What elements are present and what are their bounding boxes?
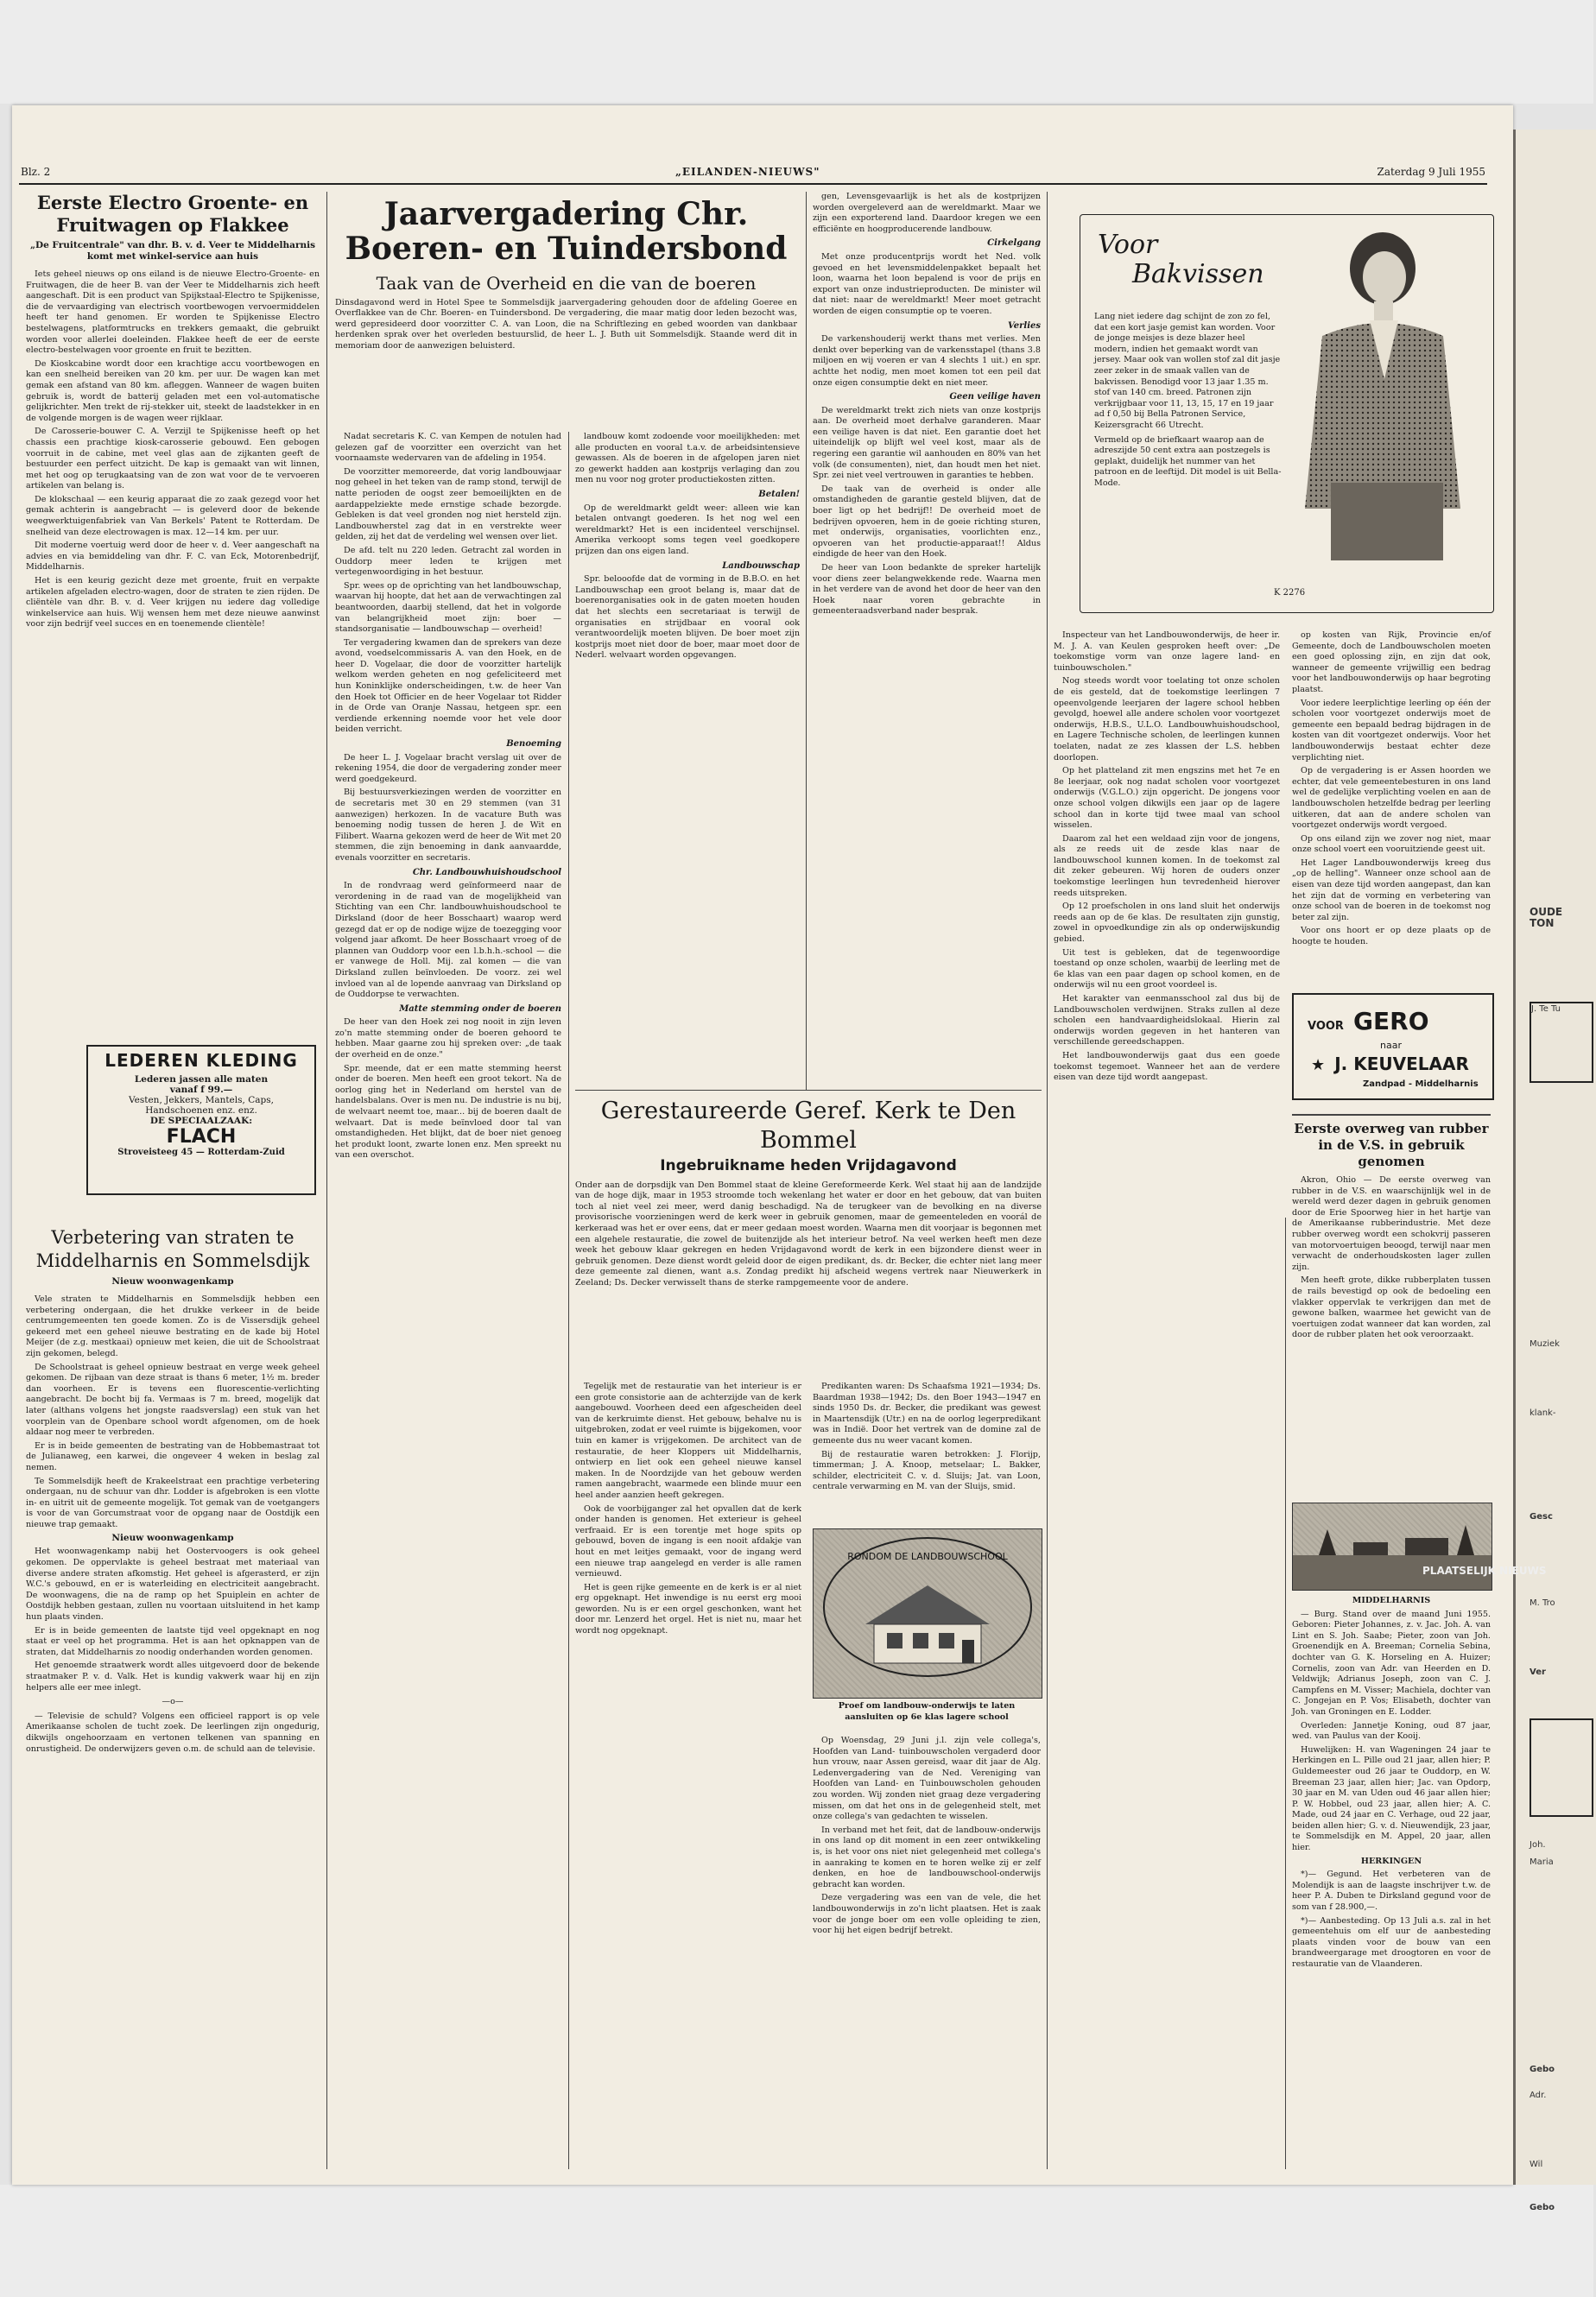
school-building-icon	[814, 1529, 1042, 1698]
star-icon: ★	[1311, 1056, 1326, 1074]
bakvissen-box	[1080, 214, 1494, 613]
ad-name: J. KEUVELAAR	[1334, 1054, 1469, 1074]
article-paragraph: Ook de voorbijganger zal het opvallen dat de kerk onder handen is genomen. Het exterieur is geheel verfraaid. Er is een torentje met hoge spits op gebouwd, boven de ingang is een nooit afdakje van hout en met leitjes gemaakt, voor de ingang werd een nieuwe trap aangelegd en verder is alle ramen vernieuwd.	[575, 1503, 801, 1579]
edge-fragment: Maria	[1530, 1857, 1554, 1867]
news-paragraph: — Burg. Stand over de maand Juni 1955. Geboren: Pieter Johannes, z. v. Jac. Joh. A. van Lint en S. Joh. Saabe; Pieter, zoon van Joh. Groenendijk en A. Breeman; Cornelia Sebina, dochter van G. K. Horseling en A. Huizer; Cornelis, zoon van Adr. van Heerden en D. Veldwijk; Adrianus Joseph, zoon van C. J. Campfens en M. Visser; Machiela, dochter van C. Jongejan en P. Vos; Elisabeth, dochter van Joh. van Groningen en E. Lodder.	[1292, 1609, 1491, 1717]
article-paragraph: Uit test is gebleken, dat de tegenwoordige toestand op onze scholen, waarbij de leerling met de 6e klas van een paar dagen op school komen, en de onderwijs wil nu een groot voordeel is.	[1054, 947, 1280, 990]
column-rule	[326, 192, 327, 2169]
column-6	[1292, 630, 1491, 951]
kerk-header	[575, 1097, 1042, 1292]
ad-address: Stroveisteeg 45 — Rotterdam-Zuid	[117, 1148, 285, 1157]
edge-ad-box	[1530, 1718, 1593, 1817]
svg-text:PLAATSELIJK NIEUWS: PLAATSELIJK NIEUWS	[1422, 1565, 1547, 1577]
section-subhead: Geen veilige haven	[949, 392, 1041, 402]
article-paragraph: Spr. meende, dat er een matte stemming heerst onder de boeren. Men heeft een groot tekort. Na de oorlog ging het in Nederland om herstel van de handelsbalans. Over is men nu. De industrie is nu bij, de welvaart neemt toe, maar... bij de boeren daalt de welvaart. Dat is mede beïnvloed door tal van omstandigheden. Het blijkt, dat de boer niet genoeg het produkt loont, zwarte lonen enz. Men spreekt nu van een overschot.	[335, 1063, 561, 1161]
edge-fragment: Muziek	[1530, 1339, 1560, 1349]
section-rule	[575, 1090, 1042, 1091]
electro-headline: Eerste Electro Groente- en Fruitwagen op Flakkee	[36, 192, 309, 236]
onderwijs-article	[813, 1736, 1041, 1939]
middelharnis-news	[1292, 1596, 1491, 1973]
verbetering-article	[26, 1226, 320, 1757]
masthead	[19, 164, 1487, 185]
column-1	[26, 192, 320, 633]
bakvissen-paragraph: Vermeld op de briefkaart waarop aan de adreszijde 50 cent extra aan postzegels is geplakt, duidelijk het nummer van het patroon en de leeftijd. Dit model is uit Bella-Mode.	[1094, 434, 1282, 488]
issue-date: Zaterdag 9 Juli 1955	[1377, 166, 1485, 178]
edge-fragment: Adr.	[1530, 2091, 1547, 2100]
girl-blazer-illustration-icon	[1288, 224, 1485, 586]
article-paragraph: gen, Levensgevaarlijk is het als de kostprijzen worden overgeleverd aan de wereldmarkt. Maar we zijn een exporterend land. Daardoor kregen we een efficiënte en hoogproducerende landbouw.	[813, 192, 1041, 234]
gero-ad	[1292, 993, 1494, 1100]
news-paragraph: *)— Gegund. Het verbeteren van de Molendijk is aan de laagste inschrijver t.w. de heer P. A. Duben te Dirksland gegund voor de som van f 28.900,—.	[1292, 1870, 1491, 1913]
article-paragraph: Bij bestuursverkiezingen werden de voorzitter en de secretaris met 30 en 29 stemmen (van 31 aanwezigen) herkozen. In de vacature Buth was benoeming nodig tussen de heren J. de Wit en Filibert. Waarna gekozen werd de heer de Wit met 20 stemmen, die zijn benoeming in dank aanvaardde, evenals voorzitter en secretaris.	[335, 788, 561, 863]
article-paragraph: Op de vergadering is er Assen hoorden we echter, dat vele gemeentebesturen in ons land wel de gedelijke verplichting voelen en aan de landbouwscholen hetzelfde bedrag per leerling uitkeren, dat aan de andere scholen van voortgezet onderwijs wordt vergoed.	[1292, 766, 1491, 831]
scan-background-bottom	[0, 2185, 1593, 2297]
article-paragraph: Men heeft grote, dikke rubberplaten tussen de rails bevestigd op ook de bedoeling een vlakker oppervlak te verkrijgen dan met de gewone balken, waarmee het gewicht van de voertuigen zodat wanneer dat kan worden, zal door de rubber platen het ook veroorzaakt.	[1292, 1275, 1491, 1340]
ad-line: Vesten, Jekkers, Mantels, Caps,	[129, 1095, 274, 1105]
article-paragraph: De klokschaal — een keurig apparaat die zo zaak gezegd voor het gemak achterin is aangebracht — is geleverd door de bekende weegwerktuigenfabriek van Van Berkels' Patent te Rotterdam. De snelheid van deze electrowagen is max. 12—14 km. per uur.	[26, 494, 320, 537]
adjacent-page-edge	[1513, 130, 1596, 2212]
kerk-column-b	[813, 1382, 1041, 1496]
kerk-column-a	[575, 1382, 801, 1640]
jaarvergadering-subheadline: Taak van de Overheid en die van de boeren	[376, 273, 757, 294]
article-paragraph: Bij de restauratie waren betrokken: J. Florijp, timmerman; J. A. Knoop, metselaar; L. Bakker, schilder, electriciteit C. v. d. Sluijs; Jat. van Loon, centrale verwarming en M. van der Sluijs, smid.	[813, 1449, 1041, 1492]
article-paragraph: De Carosserie-bouwer C. A. Verzijl te Spijkenisse heeft op het chassis een prachtige kiosk-carosserie gebouwd. Een gebogen voorruit in de cabine, met veel glas aan de zijkanten geeft de bestuurder een perfect uitzicht. De kap is gemaakt van wit linnen, met het oog op terugkaatsing van de zon wat voor de te vervoeren artikelen van belang is.	[26, 427, 320, 491]
edge-fragment: Wil	[1530, 2160, 1543, 2169]
article-paragraph: De wereldmarkt trekt zich niets van onze kostprijs aan. De overheid moet derhalve garanderen. Maar een veilige haven is dat niet. Een garantie doet het uiteindelijk op blijft wel veel kost, maar als de regering een garantie wil aanhouden en 80% van het volk (de consumenten), niet, dan houdt men het niet. Spr. zei niet veel vertrouwen in garanties te hebben.	[813, 405, 1041, 481]
article-paragraph: Op 12 proefscholen in ons land sluit het onderwijs reeds aan op de 6e klas. De resultaten zijn gunstig, zowel in opvoedkundige zin als op onderwijskundig gebied.	[1054, 902, 1280, 945]
ad-line: Handschoenen enz. enz.	[145, 1105, 257, 1116]
jaarvergadering-header	[335, 192, 797, 355]
article-paragraph: — Televisie de schuld? Volgens een officieel rapport is op vele Amerikaanse scholen de tucht zoek. De leerlingen zijn ongedurig, dikwijls ongehoorzaam en vertonen telkenen van spanning en onrustigheid. De onderwijzers geven o.m. de schuld aan de televisie.	[26, 1711, 320, 1754]
column-5	[1054, 630, 1280, 1086]
article-paragraph: De Kioskcabine wordt door een krachtige accu voortbewogen en kan een snelheid bereiken van 20 km. per uur. De wagen kan met gemak een afstand van 80 km. afleggen. Wanneer de wagen buiten gebruik is, wordt de batterij geladen met een vol-automatische gelijkrichter. Men trekt de rij-stekker uit, steekt de laadstekker in en de volgende morgen is de wagen weer rijklaar.	[26, 358, 320, 423]
caption-line: Proef om landbouw-onderwijs te laten	[838, 1701, 1016, 1711]
pattern-code: K 2276	[1274, 588, 1306, 598]
article-paragraph: Op Woensdag, 29 Juni j.l. zijn vele collega's, Hoofden van Land- tuinbouwscholen vergaderd door hun vrouw, naar Assen gereisd, waar dit jaar de Alg. Ledenvergadering van de Ned. Vereniging van Hoofden van Land- en Tuinbouwscholen gehouden zou worden. Wij zonden niet graag deze vergadering missen, om dat het ons in de gelegenheid stelt, met onze collega's van gedachten te wisselen.	[813, 1736, 1041, 1822]
ad-brand: FLACH	[166, 1126, 237, 1148]
jaarvergadering-headline: Jaarvergadering Chr. Boeren- en Tuindersbond	[345, 196, 788, 267]
article-paragraph: De heer van den Hoek zei nog nooit in zijn leven zo'n matte stemming onder de boeren gehoord te hebben. Maar gaarne zou hij spreken over: „de taak der overheid en de onze."	[335, 1017, 561, 1060]
article-paragraph: Dit moderne voertuig werd door de heer v. d. Veer aangeschaft na advies en via bemiddeling van dhr. F. C. van Eck, Motorenbedrijf, Middelharnis.	[26, 541, 320, 573]
newspaper-name: „EILANDEN-NIEUWS"	[675, 166, 820, 178]
edge-fragment: Ver	[1530, 1667, 1546, 1677]
article-intro: Dinsdagavond werd in Hotel Spee te Sommelsdijk jaarvergadering gehouden door de afdeling Goeree en Overflakkee van de Chr. Boeren- en Tuindersbond. De vergadering, die maar matig door leden bezocht was, werd gepresideerd door voorzitter C. A. van Loon, die na Schriftlezing en gebed woorden van dankbaar herdenken sprak over het overleden bestuurslid, de heer L. J. Buth uit Sommelsdijk. Staande werd dit in memoriam door de aanwezigen beluisterd.	[335, 297, 797, 351]
section-subhead: Benoeming	[506, 739, 561, 750]
column-rule	[1047, 192, 1048, 2169]
article-paragraph: In de rondvraag werd geïnformeerd naar de verordening in de raad van de mogelijkheid van Stichting van een Chr. landbouwhuishoudschool te Dirksland (door de heer Bosschaart) waarop werd gezegd dat er op de nodige wijze de toezegging voor volgend jaar afkomt. De heer Bosschaart vroeg of de plannen van Ouddorp voor een l.b.h.h.-school — die er vanwege de Holl. Mij. zal komen — die van Dirksland zullen beïnvloeden. De voorz. zei wel invloed van al de lopende aanvraag van Dirksland op de Ouddorpse te verwachten.	[335, 881, 561, 1000]
article-paragraph: Deze vergadering was een van de vele, die het landbouwonderwijs in zo'n licht plaatsen. Het is zaak voor de jonge boer om een volle opleiding te zien, voor hij het eigen bedrijf betrekt.	[813, 1893, 1041, 1936]
article-intro: Onder aan de dorpsdijk van Den Bommel staat de kleine Gereformeerde Kerk. Wel staat hij aan de landzijde van de hoge dijk, maar in 1953 stroomde toch wekenlang het water er door en het gebouw, dat van buiten toch al niet veel zei meer, werd danig beschadigd. Na de terugkeer van de bevolking en na diverse provisorische voorzieningen werd de kerk weer in gebruik genomen, maar de gemeenteleden en voorál de kerkeraad was het er over eens, dat er meer gedaan moest worden. Waarna men dit voorjaar is begonnen met een algehele restauratie, die zowel de buitenzijde als het interieur betrof. Na veel werken heeft men deze week het gebouw klaar gekregen en heden Vrijdagavond wordt de kerk in een bijzondere dienst weer in gebruik genomen. Deze dienst wordt geleid door de eigen predikant, ds. dr. Becker, die echter niet lang meer deze gemeente zal dienen, want a.s. Zondag predikt hij afscheid wegens vertrek naar Nieuwerkerk in Zeeland; Ds. Decker verwisselt thans de sterke rampgemeente voor de andere.	[575, 1180, 1042, 1288]
section-subhead: Nieuw woonwagenkamp	[111, 1533, 234, 1544]
article-paragraph: Voor ons hoort er op deze plaats op de hoogte te houden.	[1292, 926, 1491, 947]
article-paragraph: Met onze producentprijs wordt het Ned. volk gevoed en het levensmiddelenpakket bepaalt het loon, waarna het loon bepalend is voor de prijs en export van onze industrieproducten. De minister wil dat niet: naar de wereldmarkt! Meer moet getracht worden de eigen consumptie op te voeren.	[813, 251, 1041, 316]
bakvissen-title-line: Voor	[1098, 230, 1158, 260]
article-paragraph: Voor iedere leerplichtige leerling op één der scholen voor voortgezet onderwijs moet de gemeente een bepaald bedrag bijdragen in de kosten van dit voortgezet onderwijs. Voor het landbouwonderwijs bestaat echter deze verplichting niet.	[1292, 698, 1491, 763]
ad-line: Lederen jassen alle maten	[134, 1074, 269, 1085]
column-rule	[568, 432, 569, 2169]
ad-address: Zandpad - Middelharnis	[1363, 1079, 1479, 1089]
section-rule	[1292, 1114, 1491, 1116]
caption-line: aansluiten op 6e klas lagere school	[845, 1712, 1009, 1722]
article-paragraph: Iets geheel nieuws op ons eiland is de nieuwe Electro-Groente- en Fruitwagen, die de heer B. van der Veer te Middelharnis zich heeft aangeschaft. Dit is een product van Spijkstaal-Electro te Spijkenisse, die de vervaardiging van electrisch voortbewogen vervoermiddelen heeft ter hand genomen. Er worden te Spijkenisse Electro bestelwagens, platformtrucks en trekkers gemaakt, die gebruikt worden voor allerlei doeleinden. Flakkee heeft de eer de eerste electro-bestelwagen voor groente en fruit te bezitten.	[26, 269, 320, 356]
article-paragraph: De voorzitter memoreerde, dat vorig landbouwjaar nog geheel in het teken van de ramp stond, terwijl de natte perioden de oogst zeer bemoeilijkten en de aardappelziekte mede ernstige schade bezorgde. Gebleken is dat veel gronden nog niet hersteld zijn. Landbouwherstel zag dat in en verstrekte weer gelden, zij het dat de verdeling wel wensen over liet.	[335, 466, 561, 542]
gero-row	[1308, 1007, 1429, 1035]
section-subhead: Landbouwschap	[722, 560, 800, 571]
edge-fragment: Gebo	[1530, 2065, 1555, 2074]
article-paragraph: Er is in beide gemeenten de laatste tijd veel opgeknapt en nog staat er veel op het programma. Het is aan het opknappen van de straten, dat Middelharnis zo noodig onderhanden worden genomen.	[26, 1625, 320, 1657]
verbetering-headline: Verbetering van straten te Middelharnis en Sommelsdijk	[35, 1227, 310, 1271]
article-paragraph: Inspecteur van het Landbouwonderwijs, de heer ir. M. J. A. van Keulen gesproken heeft over: „De toekomstige vorm van onze lagere land- en tuinbouwscholen."	[1054, 630, 1280, 673]
edge-fragment: Gebo	[1530, 2203, 1555, 2212]
article-paragraph: Akron, Ohio — De eerste overweg van rubber in de V.S. en waarschijnlijk wel in de wereld werd dezer dagen in gebruik genomen door de Erie Spoorweg hier in het hartje van de Amerikaanse rubberindustrie. Met deze rubber overweg wordt een schokvrij passeren van motorvoertuigen beoogd, terwijl naar men verwacht de onderhoudskosten lager zullen zijn.	[1292, 1175, 1491, 1272]
article-paragraph: Tegelijk met de restauratie van het interieur is er een grote consistorie aan de achterzijde van de kerk aangebouwd. Voorheen deed een afgescheiden deel van de kerkruimte dienst. Het gebouw, behalve nu is uitgebroken, zodat er veel ruimte is bijgekomen, voor tuin en kamer is vrijgekomen. De architect van de restauratie, de heer Kloppers uit Middelharnis, ontwierp en liet ook een geheel nieuwe kansel maken. In de Noordzijde van het gebouw werden ramen aangebracht, waarmede een blinde muur een heel ander aanzien heeft gekregen.	[575, 1382, 801, 1500]
article-paragraph: De varkenshouderij werkt thans met verlies. Men denkt over beperking van de varkensstapel (thans 3.8 miljoen en wij voeren er van 4 slechts 1 uit.) en spr. achtte het nodig, men moet komen tot een peil dat onze eigen consumptie dekt en niet meer.	[813, 334, 1041, 388]
section-subhead: Chr. Landbouwhuishoudschool	[412, 867, 561, 877]
ad-line: vanaf f 99.—	[169, 1085, 233, 1095]
article-paragraph: Het genoemde straatwerk wordt alles uitgevoerd door de bekende straatmaker P. v. d. Valk. Het is kundig vakwerk waar hij en zijn helpers alle eer mee inlegt.	[26, 1661, 320, 1693]
article-paragraph: De heer van Loon bedankte de spreker hartelijk voor diens zeer belangwekkende rede. Waarna men in het verdere van de avond het door de heer van den Hoek naar voren gebrachte in gemeenteraadsverband nader besprak.	[813, 563, 1041, 617]
article-paragraph: De heer L. J. Vogelaar bracht verslag uit over de rekening 1954, die door de vergadering zonder meer werd goedgekeurd.	[335, 752, 561, 784]
column-rule	[1285, 1218, 1286, 2169]
section-subhead: Betalen!	[758, 489, 800, 499]
column-4	[813, 192, 1041, 620]
landbouwschool-photo	[813, 1528, 1042, 1699]
article-paragraph: Er is in beide gemeenten de bestrating van de Hobbemastraat tot de Julianaweg, een karwei, die ongeveer 4 weken in beslag zal nemen.	[26, 1440, 320, 1472]
ad-line: DE SPECIAALZAAK:	[149, 1116, 253, 1126]
article-paragraph: Het is een keurig gezicht deze met groente, fruit en verpakte artikelen afgeladen electro-wagen, door de straten te zien rijden. De cliëntèle van dhr. B. v. d. Veer krijgen nu iedere dag volledige winkelservice aan huis. Wij wensen hem met deze nieuwe aanwinst voor zijn bedrijf veel succes en en toenemende clientèle!	[26, 576, 320, 630]
rubber-headline: Eerste overweg van rubber in de V.S. in gebruik genomen	[1294, 1121, 1489, 1169]
article-paragraph: Het landbouwonderwijs gaat dus een goede toekomst tegemoet. Wanneer het aan de verdere eisen van deze tijd wordt aangepast.	[1054, 1050, 1280, 1083]
separator: —o—	[162, 1697, 184, 1707]
ad-title: LEDEREN KLEDING	[104, 1050, 298, 1071]
edge-fragment: klank-	[1530, 1408, 1556, 1418]
article-paragraph: Nadat secretaris K. C. van Kempen de notulen had gelezen gaf de voorzitter een overzicht van het voornaamste wedervaren van de afdeling in 1954.	[335, 432, 561, 464]
column-3	[575, 432, 800, 664]
page-number: Blz. 2	[21, 166, 51, 178]
article-paragraph: Het is geen rijke gemeente en de kerk is er al niet erg opgeknapt. Het inwendige is nu eerst erg mooi geworden. Nu is er een orgel geschonken, want het door mr. Lenzerd het orgel. Het is niet nu, maar het wordt nog opgeknapt.	[575, 1582, 801, 1636]
article-paragraph: Nog steeds wordt voor toelating tot onze scholen de eis gesteld, dat de toekomstige leerlingen 7 opeenvolgende leerjaren der lagere school hebben gevolgd, hoewel alle andere scholen voor voortgezet onderwijs, H.B.S., U.L.O. Landbouwhuishoudschool, en Lagere Technische scholen, de leerlingen kunnen toelaten, nadat ze zes klassen der L.S. hebben doorlopen.	[1054, 676, 1280, 763]
edge-fragment: OUDE TON	[1530, 906, 1563, 929]
article-paragraph: Ter vergadering kwamen dan de sprekers van deze avond, voedselcommissaris A. van den Hoek, en de heer D. Vogelaar, die door de voorzitter hartelijk welkom werden geheten en nog gefeliciteerd met hun Koninklijke onderscheidingen, t.w. de heer Van den Hoek tot Officier en de heer Vogelaar tot Ridder in de Orde van Oranje Nassau, hetgeen spr. een verdiende erkenning noemde voor het vele door beiden verricht.	[335, 637, 561, 735]
edge-fragment: J. Te Tu	[1531, 1004, 1561, 1014]
article-paragraph: Het karakter van eenmansschool zal dus bij de Landbouwscholen verdwijnen. Straks zullen al deze scholen een handvaardigheidslokaal. Hierin zal onderwijs worden gegeven in het hanteren van verschillende gereedschappen.	[1054, 994, 1280, 1047]
bakvissen-paragraph: Lang niet iedere dag schijnt de zon zo fel, dat een kort jasje gemist kan worden. Voor de jonge meisjes is deze blazer heel modern, indien het gemaakt wordt van jersey. Maar ook van wollen stof zal dit jasje zeer zeker in de smaak vallen van de bakvissen. Benodigd voor 13 jaar 1.35 m. stof van 140 cm. breed. Patronen zijn verkrijgbaar voor 11, 13, 15, 17 en 19 jaar ad f 0,50 bij Bella Patronen Service, Keizersgracht 66 Utrecht.	[1094, 312, 1281, 430]
column-2	[335, 432, 561, 1164]
bakvissen-title	[1098, 231, 1264, 289]
bakvissen-title-line: Bakvissen	[1132, 259, 1264, 289]
article-paragraph: Op de wereldmarkt geldt weer: alleen wie kan betalen ontvangt goederen. Is het nog wel een wereldmarkt? Het is een incidenteel verschijnsel. Amerika verkoopt soms tegen veel goedkopere prijzen dan ons eigen land.	[575, 503, 800, 556]
article-paragraph: Predikanten waren: Ds Schaafsma 1921—1934; Ds. Baardman 1938—1942; Ds. den Boer 1943—1947 en sinds 1950 Ds. dr. Becker, die predikant was gewest in Maartensdijk (Utr.) en na de oorlog legerpredikant was in Indië. Door het vertrek van de domine zal de gemeente dus nu weer vacant komen.	[813, 1382, 1041, 1446]
town-caption: MIDDELHARNIS	[1352, 1596, 1431, 1605]
kerk-subheadline: Ingebruikname heden Vrijdagavond	[660, 1157, 957, 1174]
bakvissen-text	[1094, 312, 1282, 490]
gero-name-row	[1311, 1054, 1469, 1074]
article-paragraph: De afd. telt nu 220 leden. Getracht zal worden in Ouddorp meer leden te krijgen met vertegenwoordiging in het bestuur.	[335, 545, 561, 578]
ad-brand: GERO	[1353, 1007, 1429, 1035]
article-paragraph: Het Lager Landbouwonderwijs kreeg dus „op de helling". Wanneer onze school aan de eisen van deze tijd worden aangepast, dan kan het zijn dat de vorming en verbetering van onze school van de boeren in de toekomst nog beter zal zijn.	[1292, 857, 1491, 922]
article-paragraph: Vele straten te Middelharnis en Sommelsdijk hebben een verbetering ondergaan, die het drukke verkeer in de beide centrumgemeenten ten goede komen. Zo is de Vissersdijk geheel gekeerd met een geheel nieuwe bestrating en de kade bij Hotel Meijer (de z.g. mestkaai) opnieuw met keien, die uit de Schoolstraat zijn gekomen, belegd.	[26, 1294, 320, 1358]
verbetering-subheadline: Nieuw woonwagenkamp	[111, 1276, 234, 1287]
edge-ad-box	[1530, 1002, 1593, 1083]
section-subhead: Verlies	[1007, 320, 1041, 331]
article-paragraph: Op het platteland zit men engszins met het 7e en 8e leerjaar, ook nog nadat scholen voor voortgezet onderwijs (V.G.L.O.) zijn opgericht. De jongens voor onze school volgen dikwijls een jaar op de lagere school dan in korte tijd twee maal van school wisselen.	[1054, 766, 1280, 831]
edge-fragment: Joh.	[1530, 1840, 1546, 1850]
article-paragraph: Daarom zal het een weldaad zijn voor de jongens, als ze reeds uit de zesde klas naar de landbouwschool kunnen komen. In de toekomst zal dit zeker gebeuren. Wij horen de ouders onzer toekomstige leerlingen hun tevredenheid hierover reeds uitspreken.	[1054, 833, 1280, 898]
article-paragraph: op kosten van Rijk, Provincie en/of Gemeente, doch de Landbouwscholen moeten een goed oplossing zijn, en zijn dat ook, wanneer de gemeente vrijwillig een bedrag voor het landbouwonderwijs op haar begroting plaatst.	[1292, 630, 1491, 694]
column-rule	[806, 192, 807, 1090]
electro-subheadline: „De Fruitcentrale" van dhr. B. v. d. Veer te Middelharnis komt met winkel-service aan huis	[29, 240, 316, 262]
news-paragraph: *)— Aanbesteding. Op 13 Juli a.s. zal in het gemeentehuis om elf uur de aanbesteding plaats vinden voor de bouw van een brandweergarage met droogtoren en voor de restauratie van de Vlaanderen.	[1292, 1915, 1491, 1969]
news-paragraph: Huwelijken: H. van Wageningen 24 jaar te Herkingen en L. Pille oud 21 jaar, allen hier; P. Guldemeester oud 26 jaar te Ouddorp, en W. Breeman 23 jaar, allen hier; Jac. van Opdorp, 30 jaar en M. van Uden oud 46 jaar allen hier; P. W. Hobbel, oud 23 jaar, allen hier; A. C. Made, oud 24 jaar en C. Verhage, oud 22 jaar, beiden allen hier; G. v. d. Nieuwendijk, 23 jaar, te Sommelsdijk en M. Appel, 20 jaar, allen hier.	[1292, 1744, 1491, 1853]
svg-text:RONDOM DE LANDBOUWSCHOOL: RONDOM DE LANDBOUWSCHOOL	[847, 1551, 1008, 1562]
section-subhead: Matte stemming onder de boeren	[399, 1003, 561, 1014]
photo-caption	[813, 1701, 1041, 1723]
town-subhead: HERKINGEN	[1360, 1856, 1422, 1866]
ad-word: naar	[1380, 1040, 1402, 1051]
article-paragraph: Spr. wees op de oprichting van het landbouwschap, waarvan hij hoopte, dat het aan de verwachtingen zal beantwoorden, daarbij stellend, dat het in volgorde van belangrijkheid moet zijn: boer — standsorganisatie — landbouwschap — overheid!	[335, 580, 561, 635]
article-paragraph: Te Sommelsdijk heeft de Krakeelstraat een prachtige verbetering ondergaan, nu de schuur van dhr. Lodder is afgebroken is een vlotte in- en uitrit uit de gemeente mogelijk. Tot gemak van de voetgangers is voor de van Gorcumstraat voor de opgang naar de Oostdijk een nieuwe trap gemaakt.	[26, 1476, 320, 1529]
article-paragraph: Op ons eiland zijn we zover nog niet, maar onze school voert een vooruitziende geest uit.	[1292, 833, 1491, 855]
lederen-kleding-ad	[86, 1045, 316, 1195]
kerk-headline: Gerestaureerde Geref. Kerk te Den Bommel	[600, 1098, 1016, 1154]
article-paragraph: Spr. belooofde dat de vorming in de B.B.O. en het Landbouwschap een groot belang is, maar dat de boerenorganisaties ook in de gaten moeten houden dat het slechts een secretariaat is terwijl de organisaties en strijdbaar en vooral ook verantwoordelijk moeten blijven. De boer moet zijn kostprijs moet niet door de boer, maar moet door de Nederl. welvaart worden opgevangen.	[575, 574, 800, 661]
article-paragraph: De Schoolstraat is geheel opnieuw bestraat en verge week geheel gekomen. De rijbaan van deze straat is thans 6 meter, 1½ m. breder dan voorheen. Er is tevens een fluorescentie-verlichting aangebracht. De bocht bij fa. Vermaas is 7 m. breed, mogelijk dat later (althans volgens het jongste raadsverslag) een stuk van het voorplein van de Openbare school wordt afgenomen, om de hoek aldaar nog meer te verbreden.	[26, 1362, 320, 1438]
news-paragraph: Overleden: Jannetje Koning, oud 87 jaar, wed. van Paulus van der Kooij.	[1292, 1720, 1491, 1742]
edge-fragment: M. Tro	[1530, 1598, 1555, 1608]
article-paragraph: In verband met het feit, dat de landbouw-onderwijs in ons land op dit moment in een zeer ontwikkeling is, is het voor ons niet niet gelegenheid met collega's in aanraking te komen en te horen welke zij er zelf denken, en hoe de landbouwschool-onderwijs gebracht kan worden.	[813, 1825, 1041, 1889]
article-paragraph: landbouw komt zodoende voor moeilijkheden: met alle producten en vooral t.a.v. de arbeidsintensieve gewassen. Als de boeren in de afgelopen jaren niet zo gewerkt hadden aan kostprijs verlaging dan zou men nu voor nog groter productiekosten zitten.	[575, 432, 800, 485]
edge-fragment: Gesc	[1530, 1512, 1553, 1522]
ad-word: VOOR	[1308, 1020, 1344, 1033]
article-paragraph: Het woonwagenkamp nabij het Oostervoogers is ook geheel gekomen. De oppervlakte is geheel bestraat met materiaal van diverse andere straten afkomstig. Het geheel is afgerasterd, er zijn W.C.'s gebouwd, en er is waterleiding en electriciteit aangebracht. De woonwagens, die na de ramp op het Spuiplein en achter de Oostdijk hebben gestaan, zullen nu voortaan uitsluitend in het kamp hun plaats vinden.	[26, 1547, 320, 1623]
scan-background-top	[0, 0, 1593, 104]
rubber-article	[1292, 1121, 1491, 1344]
section-subhead: Cirkelgang	[987, 238, 1041, 249]
article-paragraph: De taak van de overheid is onder alle omstandigheden de garantie gesteld blijven, dat de boer ligt op het bedrijf!! De overheid moet de bedrijven opvoeren, hem in de goeie richting sturen, met onderwijs, organisaties, voorlichten enz., opvoeren van het productie-apparaat!! Aldus eindigde de heer van den Hoek.	[813, 484, 1041, 560]
